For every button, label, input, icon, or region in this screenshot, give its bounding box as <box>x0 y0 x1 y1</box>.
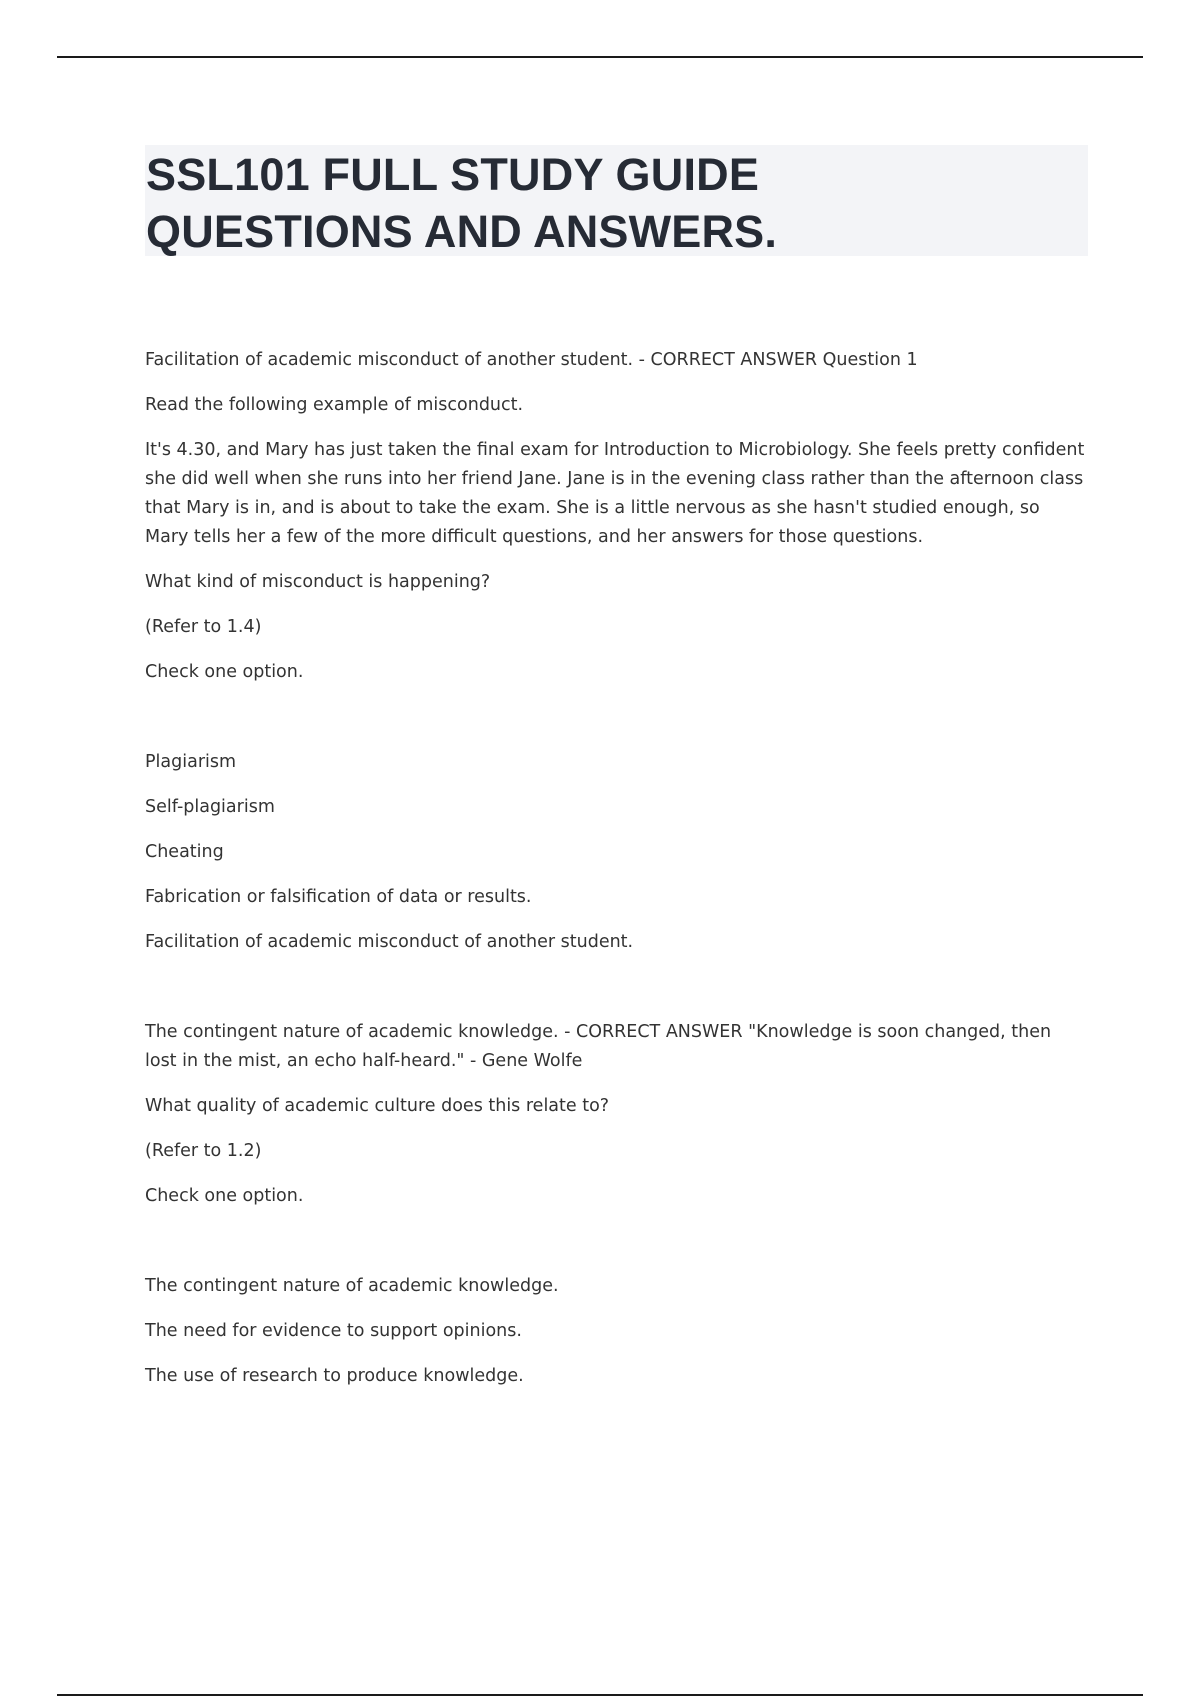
document-body <box>145 346 1085 1407</box>
answer-option: The contingent nature of academic knowledge. <box>145 1276 559 1296</box>
question-reference: (Refer to 1.4) <box>145 617 262 637</box>
answer-option: Cheating <box>145 842 224 862</box>
answer-option: The use of research to produce knowledge. <box>145 1366 524 1386</box>
question-instruction: Check one option. <box>145 662 304 682</box>
document-title <box>146 146 1046 260</box>
answer-option: Fabrication or falsification of data or results. <box>145 887 532 907</box>
answer-option: Plagiarism <box>145 752 237 772</box>
title-line-1: SSL101 FULL STUDY GUIDE <box>146 149 760 200</box>
question-1 <box>145 346 1085 957</box>
answer-option: The need for evidence to support opinions. <box>145 1321 522 1341</box>
question-heading: Facilitation of academic misconduct of another student. - CORRECT ANSWER Question 1 <box>145 350 918 370</box>
answer-option: Facilitation of academic misconduct of another student. <box>145 932 634 952</box>
header-rule <box>57 56 1143 58</box>
question-intro: Read the following example of misconduct. <box>145 395 524 415</box>
question-reference: (Refer to 1.2) <box>145 1141 262 1161</box>
question-2 <box>145 1018 1085 1391</box>
question-prompt: What quality of academic culture does this relate to? <box>145 1096 610 1116</box>
question-scenario: It's 4.30, and Mary has just taken the final exam for Introduction to Microbiology. She feels pretty confident she did well when she runs into her friend Jane. Jane is in the evening class rather than the afternoon class that Mary is in, and is about to take the exam. She is a little nervous as she hasn't studied enough, so Mary tells her a few of the more difficult questions, and her answers for those questions. <box>145 440 1085 547</box>
title-line-2: QUESTIONS AND ANSWERS. <box>146 206 778 257</box>
question-heading: The contingent nature of academic knowledge. - CORRECT ANSWER "Knowledge is soon changed, then lost in the mist, an echo half-heard." - Gene Wolfe <box>145 1022 1052 1071</box>
answer-option: Self-plagiarism <box>145 797 275 817</box>
question-prompt: What kind of misconduct is happening? <box>145 572 491 592</box>
question-instruction: Check one option. <box>145 1186 304 1206</box>
footer-rule <box>57 1694 1143 1696</box>
